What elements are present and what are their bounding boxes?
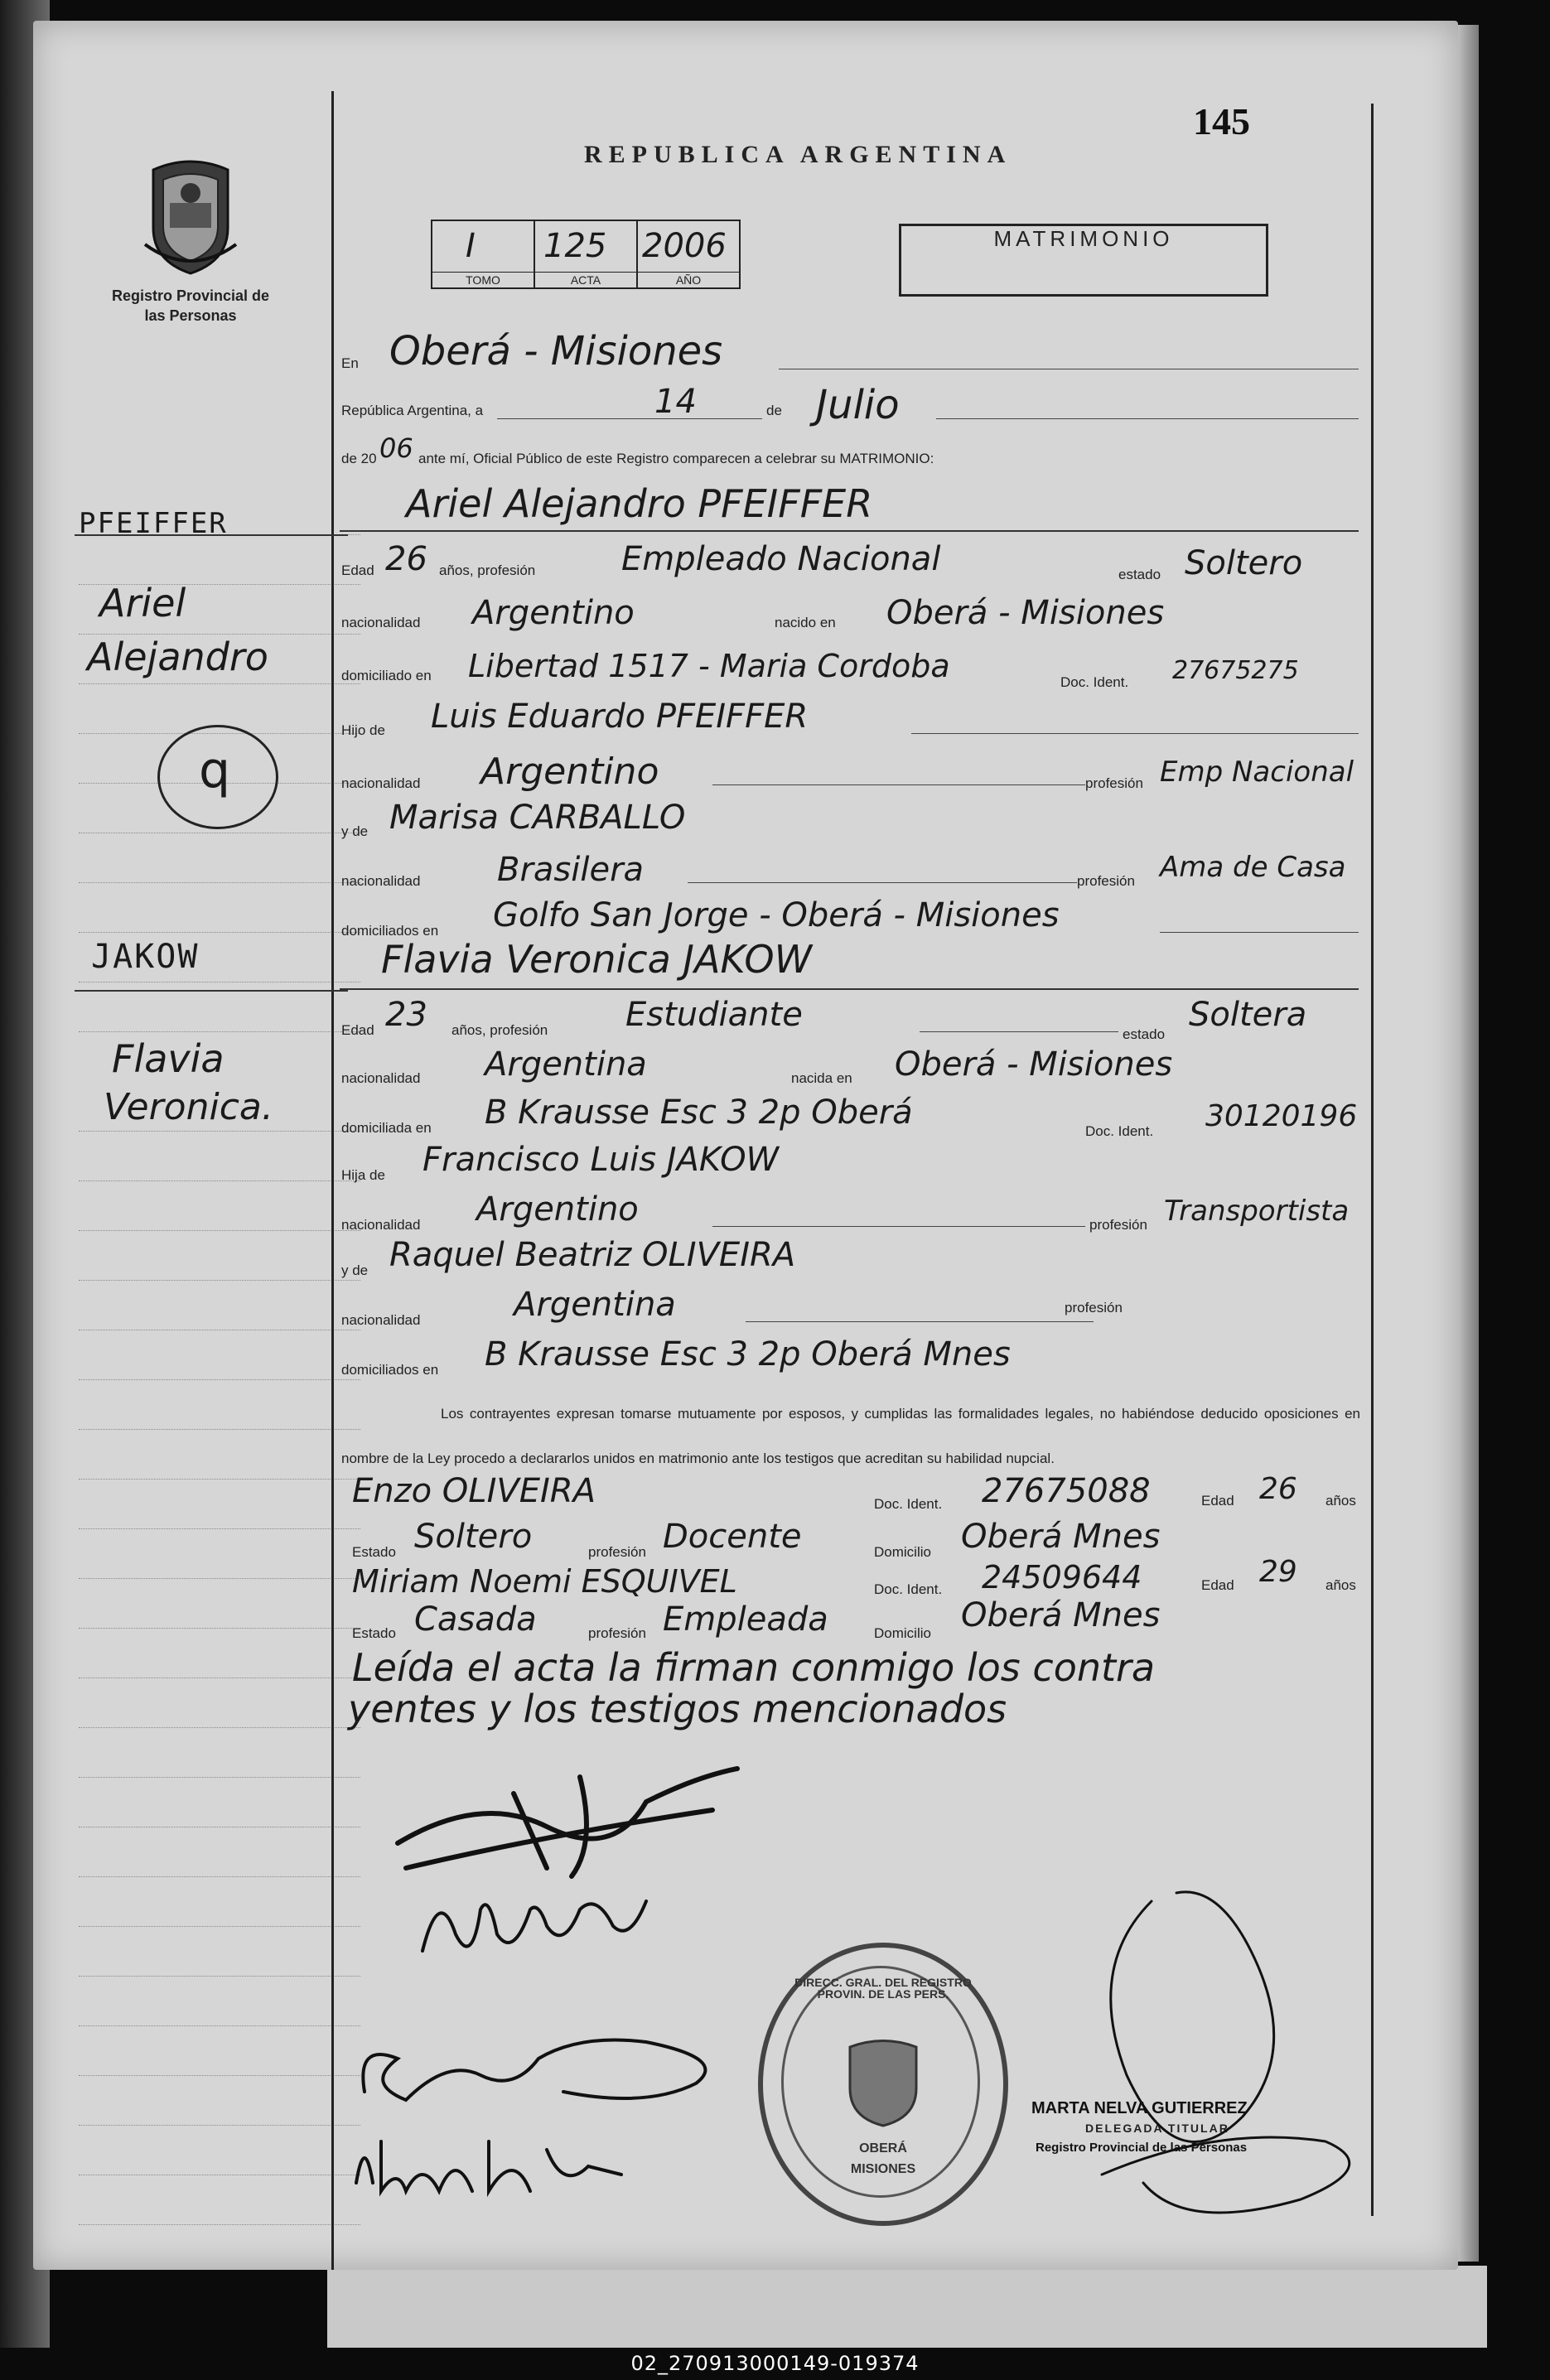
witness2-address: Oberá Mnes <box>961 1596 1161 1634</box>
groom-mother-nac-label: nacionalidad <box>341 873 421 889</box>
margin-given-1b: Alejandro <box>87 635 268 679</box>
year-prefix-label: de 20 <box>341 451 377 466</box>
bride-father-nationality: Argentino <box>476 1190 639 1229</box>
seal-city: OBERÁ <box>859 2141 907 2156</box>
margin-rule-2 <box>75 990 348 992</box>
declaration-text: Los contrayentes expresan tomarse mutuamente por esposos, y cumplidas las formalidades legales, no habiéndose deducido oposiciones en nombre de la Ley procedo a declararlos unidos en matrimonio ante los testigos que acreditan su habilidad nupcial. <box>341 1406 1360 1466</box>
acta-value: 125 <box>543 227 607 265</box>
bride-edad-label: Edad <box>341 1022 374 1038</box>
witness2-anos-label: años <box>1325 1577 1356 1593</box>
bride-nacida-label: nacida en <box>791 1070 852 1086</box>
registry-name: Registro Provincial de las Personas <box>111 287 270 324</box>
page-edge <box>1458 25 1479 2262</box>
record-box <box>431 220 741 289</box>
groom-born-in: Oberá - Misiones <box>886 594 1165 632</box>
groom-nacido-label: nacido en <box>775 615 836 630</box>
bride-father-prof-label: profesión <box>1089 1217 1147 1233</box>
bride-hija-label: Hija de <box>341 1167 385 1183</box>
groom-nacionalidad-label: nacionalidad <box>341 615 421 630</box>
official-title-stamp: DELEGADA TITULAR <box>1085 2122 1229 2135</box>
bride-mother: Raquel Beatriz OLIVEIRA <box>389 1236 796 1274</box>
bride-estado-label: estado <box>1123 1026 1166 1042</box>
republica-label: República Argentina, a <box>341 403 484 418</box>
witness1-prof-label: profesión <box>588 1544 646 1560</box>
page-bottom-edge <box>327 2266 1487 2349</box>
groom-yde-label: y de <box>341 823 369 839</box>
groom-estado-label: estado <box>1118 567 1161 582</box>
witness2-name: Miriam Noemi ESQUIVEL <box>352 1563 737 1600</box>
witness2-age: 29 <box>1259 1555 1297 1589</box>
groom-father-nationality: Argentino <box>480 751 659 793</box>
bride-father-nac-label: nacionalidad <box>341 1217 421 1233</box>
witness1-address: Oberá Mnes <box>961 1518 1161 1556</box>
bride-name: Flavia Veronica JAKOW <box>381 937 813 982</box>
bride-mother-nationality: Argentina <box>514 1286 676 1324</box>
bride-address: B Krausse Esc 3 2p Oberá <box>485 1093 913 1132</box>
ano-label: AÑO <box>638 272 739 286</box>
bride-nationality: Argentina <box>485 1045 647 1084</box>
witness2-edad-label: Edad <box>1201 1577 1234 1593</box>
margin-surname-2: JAKOW <box>91 938 200 976</box>
witness1-name: Enzo OLIVEIRA <box>352 1472 596 1510</box>
witness2-profession: Empleada <box>663 1600 828 1639</box>
witness2-status: Casada <box>414 1600 537 1639</box>
tomo-cell <box>432 221 535 287</box>
image-id-footer: 02_270913000149-019374 <box>0 2348 1550 2380</box>
seal-top-text: DIRECC. GRAL. DEL REGISTRO PROVIN. DE LAS PERS. <box>794 1976 972 2001</box>
bride-parents-dom-label: domiciliados en <box>341 1362 439 1378</box>
ano-cell <box>638 221 739 287</box>
witness2-doc-id: 24509644 <box>982 1559 1142 1596</box>
groom-name-rule <box>340 530 1359 532</box>
en-label: En <box>341 355 359 371</box>
bride-father-profession: Transportista <box>1164 1195 1350 1228</box>
official-signature <box>1052 1868 1383 2233</box>
groom-parents-dom-label: domiciliados en <box>341 923 439 939</box>
groom-address: Libertad 1517 - Maria Cordoba <box>468 648 950 684</box>
register-page <box>33 21 1458 2270</box>
groom-profession: Empleado Nacional <box>621 540 941 578</box>
margin-given-1a: Ariel <box>99 581 186 625</box>
groom-name: Ariel Alejandro PFEIFFER <box>406 481 873 526</box>
margin-circle-letter: q <box>199 741 231 799</box>
groom-nationality: Argentino <box>472 594 635 632</box>
tomo-label: TOMO <box>432 272 534 286</box>
witness1-signature <box>348 2009 746 2133</box>
seal-province: MISIONES <box>850 2162 916 2176</box>
groom-father-nac-label: nacionalidad <box>341 775 421 791</box>
bride-father: Francisco Luis JAKOW <box>423 1141 780 1179</box>
bride-profession: Estudiante <box>625 996 803 1034</box>
groom-doc-id: 27675275 <box>1172 656 1299 685</box>
acta-cell <box>535 221 638 287</box>
bride-mother-prof-label: profesión <box>1065 1300 1123 1316</box>
bride-mother-nac-label: nacionalidad <box>341 1312 421 1328</box>
bride-doc-label: Doc. Ident. <box>1085 1123 1154 1139</box>
groom-mother: Marisa CARBALLO <box>389 799 686 837</box>
round-seal <box>758 1943 1008 2226</box>
bride-parents-address: B Krausse Esc 3 2p Oberá Mnes <box>485 1335 1011 1373</box>
witness1-doc-label: Doc. Ident. <box>874 1496 943 1512</box>
groom-mother-nationality: Brasilera <box>497 851 645 889</box>
groom-mother-profession: Ama de Casa <box>1160 851 1346 884</box>
country-heading: REPUBLICA ARGENTINA <box>584 141 1012 168</box>
bride-yde-label: y de <box>341 1262 369 1278</box>
tomo-value: I <box>466 227 476 265</box>
witness1-domicilio-label: Domicilio <box>874 1544 931 1560</box>
groom-parents-address: Golfo San Jorge - Oberá - Misiones <box>493 896 1060 934</box>
officer-signature <box>381 1744 762 1893</box>
witness2-estado-label: Estado <box>352 1625 396 1641</box>
witness1-profession: Docente <box>663 1518 802 1556</box>
day-value: 14 <box>654 383 697 421</box>
groom-father-prof-label: profesión <box>1085 775 1143 791</box>
groom-anos-prof-label: años, profesión <box>439 562 536 578</box>
witness2-prof-label: profesión <box>588 1625 646 1641</box>
coat-of-arms-logo <box>137 153 244 278</box>
groom-domiciliado-label: domiciliado en <box>341 668 432 683</box>
bride-signature <box>414 1876 663 1976</box>
matrimonio-box: MATRIMONIO <box>899 224 1268 297</box>
witness1-anos-label: años <box>1325 1493 1356 1509</box>
witness1-estado-label: Estado <box>352 1544 396 1560</box>
groom-mother-prof-label: profesión <box>1077 873 1135 889</box>
groom-edad-label: Edad <box>341 562 374 578</box>
groom-doc-label: Doc. Ident. <box>1060 674 1129 690</box>
closing-line-2: yentes y los testigos mencionados <box>348 1687 1007 1731</box>
closing-line-1: Leída el acta la firman conmigo los contra <box>352 1645 1156 1690</box>
witness2-doc-label: Doc. Ident. <box>874 1581 943 1597</box>
witness1-edad-label: Edad <box>1201 1493 1234 1509</box>
acta-label: ACTA <box>535 272 636 286</box>
witness1-status: Soltero <box>414 1518 533 1556</box>
de-label: de <box>766 403 782 418</box>
month-value: Julio <box>816 382 900 428</box>
bride-doc-id: 30120196 <box>1205 1099 1358 1133</box>
witness2-domicilio-label: Domicilio <box>874 1625 931 1641</box>
ante-mi-text: ante mí, Oficial Público de este Registro comparecen a celebrar su MATRIMONIO: <box>418 451 934 466</box>
groom-hijo-label: Hijo de <box>341 722 385 738</box>
seal-emblem-icon <box>842 2039 925 2130</box>
groom-father-profession: Emp Nacional <box>1160 756 1354 789</box>
margin-rule <box>331 91 334 2270</box>
groom-status: Soltero <box>1185 544 1303 582</box>
place-value: Oberá - Misiones <box>389 328 723 374</box>
witness1-doc-id: 27675088 <box>982 1472 1151 1510</box>
official-name-stamp: MARTA NELVA GUTIERREZ <box>1031 2099 1248 2117</box>
bride-domiciliada-label: domiciliada en <box>341 1120 432 1136</box>
witness1-age: 26 <box>1259 1472 1297 1506</box>
margin-surname-1: PFEIFFER <box>79 507 228 540</box>
bride-age: 23 <box>385 996 427 1034</box>
year-suffix-value: 06 <box>379 432 413 464</box>
official-org-stamp: Registro Provincial de las Personas <box>1036 2141 1248 2155</box>
bride-name-rule <box>340 988 1359 990</box>
margin-given-2b: Veronica. <box>104 1086 273 1128</box>
bride-status: Soltera <box>1189 996 1307 1034</box>
groom-father: Luis Eduardo PFEIFFER <box>431 698 809 736</box>
witness2-signature <box>348 2117 646 2208</box>
ano-value: 2006 <box>642 227 727 265</box>
page-number: 145 <box>1193 100 1250 142</box>
bride-born-in: Oberá - Misiones <box>895 1045 1173 1084</box>
bride-nacionalidad-label: nacionalidad <box>341 1070 421 1086</box>
groom-age: 26 <box>385 540 427 578</box>
bride-anos-prof-label: años, profesión <box>451 1022 548 1038</box>
margin-given-2a: Flavia <box>112 1036 225 1081</box>
